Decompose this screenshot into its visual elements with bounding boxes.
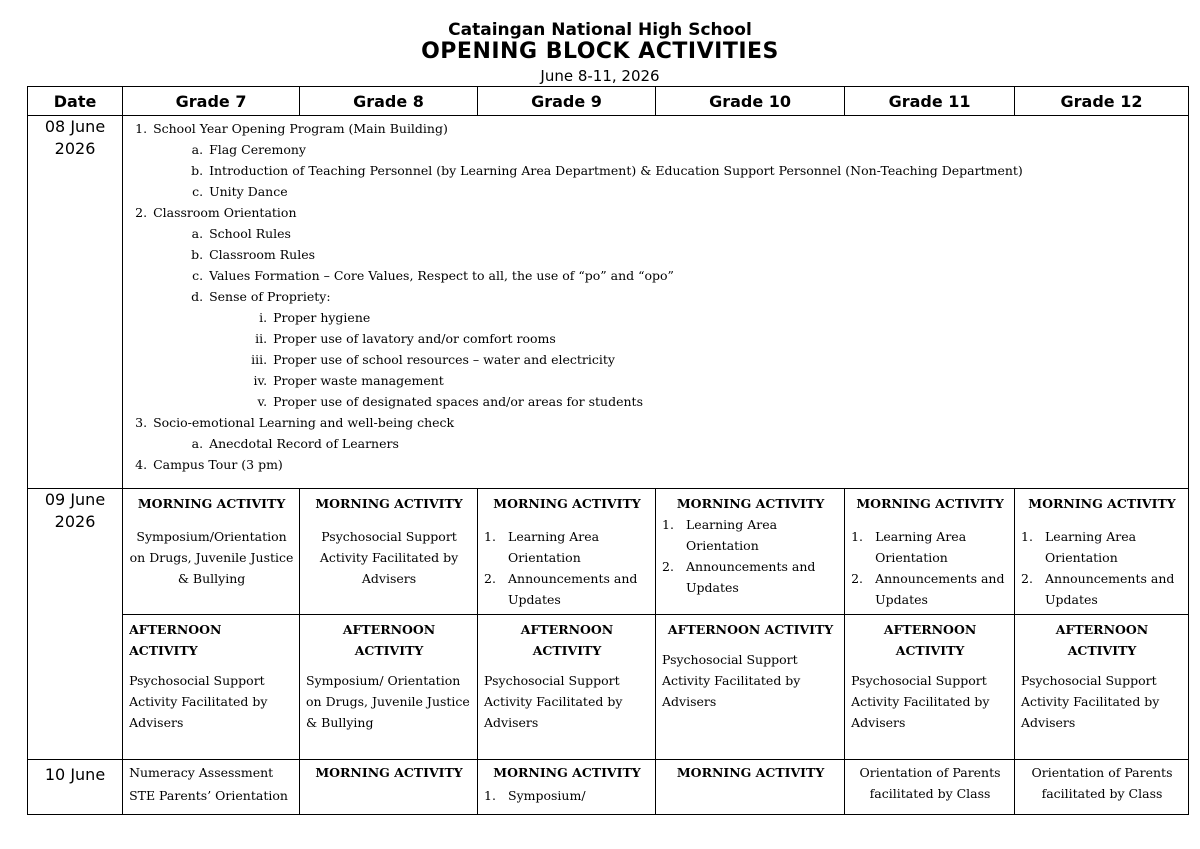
list-text: Campus Tour (3 pm) <box>153 457 283 472</box>
list-item: 1. Learning Area Orientation <box>1021 529 1137 565</box>
list-number: a. <box>191 226 204 241</box>
list-text: Proper use of lavatory and/or comfort rooms <box>273 331 556 346</box>
g10-morning-cell <box>656 489 845 615</box>
morning-label: MORNING ACTIVITY <box>137 496 286 511</box>
morning-label: MORNING ACTIVITY <box>676 765 825 780</box>
afternoon-label: AFTERNOON ACTIVITY <box>1055 622 1149 658</box>
schedule-table <box>27 86 1189 815</box>
list-item: 1. Symposium/ <box>484 788 586 803</box>
list-item: 2. Announcements and Updates <box>662 559 816 595</box>
day1-activities <box>123 116 1189 489</box>
list-number: b. <box>191 163 204 178</box>
g12-morning-cell <box>1015 489 1189 615</box>
table-row-day2-afternoon <box>28 615 1189 760</box>
col-header-grade10: Grade 10 <box>656 87 845 116</box>
g8-afternoon-cell <box>300 615 478 760</box>
morning-label: MORNING ACTIVITY <box>493 765 641 780</box>
list-text: Proper hygiene <box>273 310 371 325</box>
list-number: v. <box>257 394 268 409</box>
g8-day3-cell <box>300 760 478 815</box>
date-range: June 8-11, 2026 <box>540 67 660 85</box>
list-number: ii. <box>255 331 268 346</box>
g11-day3-cell <box>845 760 1015 815</box>
day1-list-item <box>129 412 1184 433</box>
day1-list-item <box>129 433 1184 454</box>
afternoon-label: AFTERNOON ACTIVITY <box>520 622 614 658</box>
list-text: Classroom Rules <box>209 247 316 262</box>
morning-label: MORNING ACTIVITY <box>493 496 641 511</box>
table-row-day1 <box>28 116 1189 489</box>
school-name: Cataingan National High School <box>448 20 752 40</box>
list-number: 1. <box>135 121 148 136</box>
day1-list-item <box>129 370 1184 391</box>
g8-morning-cell <box>300 489 478 615</box>
list-text: Proper use of designated spaces and/or areas for students <box>273 394 643 409</box>
col-header-grade11: Grade 11 <box>845 87 1015 116</box>
day1-list-item <box>129 349 1184 370</box>
date-day2: 09 June 2026 <box>44 490 106 531</box>
g11-day3-activity: Orientation of Parents facilitated by Class <box>859 765 1001 801</box>
day1-list-item <box>129 139 1184 160</box>
list-item: 1. Learning Area Orientation <box>662 517 778 553</box>
g7-morning-cell <box>123 489 300 615</box>
g10-afternoon-activity: Psychosocial Support Activity Facilitated by Advisers <box>662 652 801 709</box>
col-header-grade9: Grade 9 <box>478 87 656 116</box>
afternoon-label: AFTERNOON ACTIVITY <box>129 622 222 658</box>
list-text: Sense of Propriety: <box>209 289 331 304</box>
g7-afternoon-activity: Psychosocial Support Activity Facilitated by Advisers <box>129 673 268 730</box>
afternoon-label: AFTERNOON ACTIVITY <box>883 622 977 658</box>
list-text: Classroom Orientation <box>153 205 297 220</box>
list-text: Unity Dance <box>209 184 288 199</box>
list-number: a. <box>191 436 204 451</box>
morning-label: MORNING ACTIVITY <box>856 496 1004 511</box>
morning-label: MORNING ACTIVITY <box>315 496 463 511</box>
morning-label: MORNING ACTIVITY <box>676 496 825 511</box>
g7-day3-cell <box>123 760 300 815</box>
list-text: School Rules <box>209 226 291 241</box>
day1-list-item <box>129 286 1184 307</box>
list-text: School Year Opening Program (Main Building) <box>153 121 448 136</box>
morning-label: MORNING ACTIVITY <box>315 765 463 780</box>
col-header-grade8: Grade 8 <box>300 87 478 116</box>
list-item: 2. Announcements and Updates <box>851 571 1005 607</box>
g7-day3-line2: STE Parents’ Orientation <box>129 788 288 803</box>
g11-afternoon-activity: Psychosocial Support Activity Facilitated by Advisers <box>851 673 990 730</box>
list-text: Flag Ceremony <box>209 142 306 157</box>
list-item: 2. Announcements and Updates <box>484 571 638 607</box>
list-number: i. <box>259 310 268 325</box>
day1-list-item <box>129 244 1184 265</box>
list-number: 3. <box>135 415 148 430</box>
date-cell-day1 <box>28 116 123 489</box>
list-number: 4. <box>135 457 148 472</box>
date-cell-day3 <box>28 760 123 815</box>
g11-morning-cell <box>845 489 1015 615</box>
table-row-day3 <box>28 760 1189 815</box>
day1-list-item <box>129 181 1184 202</box>
g12-afternoon-cell <box>1015 615 1189 760</box>
day1-activity-list <box>129 118 1184 475</box>
g9-day3-cell <box>478 760 656 815</box>
g10-day3-cell <box>656 760 845 815</box>
g9-morning-cell <box>478 489 656 615</box>
list-text: Socio-emotional Learning and well-being check <box>153 415 455 430</box>
list-item: 2. Announcements and Updates <box>1021 571 1175 607</box>
g11-afternoon-cell <box>845 615 1015 760</box>
day1-list-item <box>129 202 1184 223</box>
g7-day3-line1: Numeracy Assessment <box>129 765 274 780</box>
g12-day3-activity: Orientation of Parents facilitated by Class <box>1031 765 1173 801</box>
day1-list-item <box>129 265 1184 286</box>
day1-list-item <box>129 391 1184 412</box>
g8-afternoon-activity: Symposium/ Orientation on Drugs, Juvenile Justice & Bullying <box>306 673 470 730</box>
list-item: 1. Learning Area Orientation <box>484 529 600 565</box>
list-text: Proper waste management <box>273 373 444 388</box>
col-header-date: Date <box>28 87 123 116</box>
day1-list-item <box>129 454 1184 475</box>
list-number: iii. <box>251 352 268 367</box>
header-row <box>28 87 1189 116</box>
list-number: iv. <box>253 373 268 388</box>
list-number: b. <box>191 247 204 262</box>
day1-list-item <box>129 118 1184 139</box>
g12-afternoon-activity: Psychosocial Support Activity Facilitated by Advisers <box>1021 673 1160 730</box>
date-day1: 08 June 2026 <box>44 117 106 158</box>
list-number: a. <box>191 142 204 157</box>
list-number: d. <box>191 289 204 304</box>
g7-afternoon-cell <box>123 615 300 760</box>
afternoon-label: AFTERNOON ACTIVITY <box>342 622 436 658</box>
list-number: c. <box>192 184 204 199</box>
col-header-grade7: Grade 7 <box>123 87 300 116</box>
g10-afternoon-cell <box>656 615 845 760</box>
day1-list-item <box>129 160 1184 181</box>
date-day3: 10 June <box>44 765 106 784</box>
list-text: Anecdotal Record of Learners <box>209 436 399 451</box>
list-number: c. <box>192 268 204 283</box>
list-text: Proper use of school resources – water and electricity <box>273 352 615 367</box>
day1-list-item <box>129 328 1184 349</box>
list-item: 1. Learning Area Orientation <box>851 529 967 565</box>
day1-list-item <box>129 307 1184 328</box>
list-number: 2. <box>135 205 148 220</box>
list-text: Introduction of Teaching Personnel (by Learning Area Department) & Education Support Personnel (Non-Teaching Department) <box>209 163 1023 178</box>
morning-label: MORNING ACTIVITY <box>1028 496 1176 511</box>
list-text: Values Formation – Core Values, Respect to all, the use of “po” and “opo” <box>209 268 674 283</box>
g12-day3-cell <box>1015 760 1189 815</box>
g8-morning-activity: Psychosocial Support Activity Facilitated by Advisers <box>319 529 459 586</box>
table-row-day2-morning <box>28 489 1189 615</box>
day1-list-item <box>129 223 1184 244</box>
afternoon-label: AFTERNOON ACTIVITY <box>667 622 834 637</box>
date-cell-day2 <box>28 489 123 760</box>
g9-afternoon-activity: Psychosocial Support Activity Facilitated by Advisers <box>484 673 623 730</box>
document-title: OPENING BLOCK ACTIVITIES <box>421 39 779 64</box>
col-header-grade12: Grade 12 <box>1015 87 1189 116</box>
g7-morning-activity: Symposium/Orientation on Drugs, Juvenile Justice & Bullying <box>129 529 294 586</box>
g9-afternoon-cell <box>478 615 656 760</box>
